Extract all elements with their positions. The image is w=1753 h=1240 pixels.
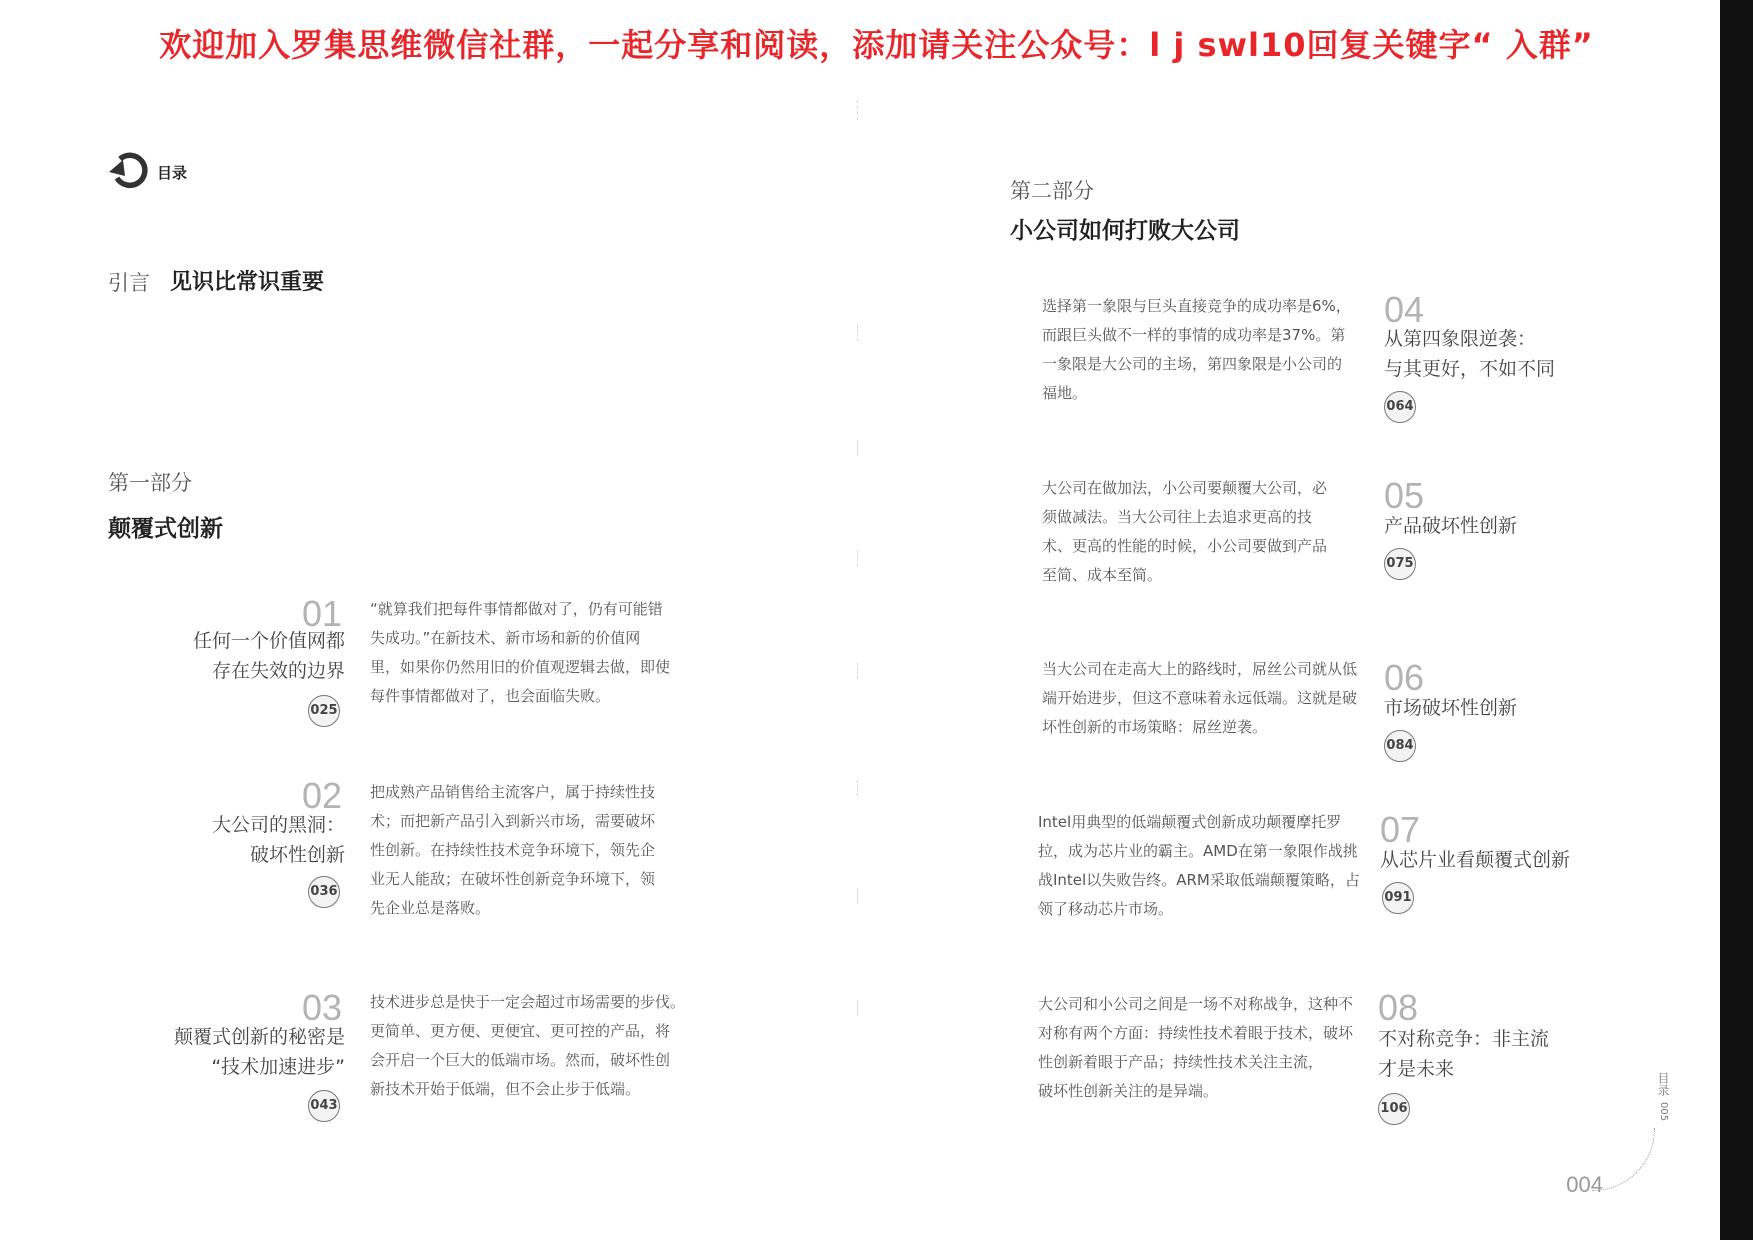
chapter-page-badge[interactable]: 075 bbox=[1384, 548, 1416, 580]
gutter-mark bbox=[857, 1000, 858, 1016]
description-line: 技术进步总是快于一定会超过市场需要的步伐。 bbox=[370, 993, 686, 1011]
description-line: 领了移动芯片市场。 bbox=[1038, 900, 1174, 918]
chapter-page-badge[interactable]: 043 bbox=[308, 1090, 340, 1122]
chapter-description bbox=[370, 595, 700, 711]
refresh-arrow-icon bbox=[108, 150, 150, 192]
description-line: 每件事情都做对了，也会面临失败。 bbox=[370, 687, 611, 705]
part2-label: 第二部分 bbox=[1010, 179, 1094, 203]
chapter-description bbox=[370, 988, 700, 1104]
description-line: 性创新着眼于产品；持续性技术关注主流， bbox=[1038, 1053, 1324, 1071]
chapter-number: 04 bbox=[1384, 289, 1425, 330]
part2-title: 小公司如何打败大公司 bbox=[1010, 218, 1240, 244]
intro-title: 见识比常识重要 bbox=[170, 270, 325, 295]
description-line: 先企业总是落败。 bbox=[370, 899, 491, 917]
gutter-mark bbox=[857, 550, 858, 566]
gutter-mark bbox=[857, 325, 858, 341]
side-running-head bbox=[1653, 1072, 1673, 1121]
chapter-title-line: 与其更好，不如不同 bbox=[1384, 358, 1556, 380]
description-line: 会开启一个巨大的低端市场。然而，破坏性创 bbox=[370, 1051, 671, 1069]
chapter-number: 03 bbox=[301, 987, 342, 1028]
chapter-title bbox=[1380, 845, 1580, 875]
gutter-mark bbox=[857, 663, 858, 679]
chapter-title-line: 不对称竞争：非主流 bbox=[1378, 1028, 1550, 1050]
chapter-title-line: “技术加速进步” bbox=[211, 1056, 345, 1078]
chapter-title bbox=[1384, 324, 1584, 384]
chapter-title-line: 从第四象限逆袭： bbox=[1384, 328, 1537, 350]
description-line: 当大公司在走高大上的路线时，屌丝公司就从低 bbox=[1042, 660, 1358, 678]
description-line: 新技术开始于低端，但不会止步于低端。 bbox=[370, 1080, 641, 1098]
chapter-number: 07 bbox=[1380, 809, 1421, 850]
chapter-number: 06 bbox=[1384, 657, 1425, 698]
page-number: 004 bbox=[1566, 1172, 1603, 1197]
chapter-page-badge[interactable]: 091 bbox=[1382, 882, 1414, 914]
side-page-number: 005 bbox=[1658, 1102, 1669, 1122]
description-line: 对称有两个方面：持续性技术着眼于技术，破坏 bbox=[1038, 1024, 1354, 1042]
chapter-title-line: 破坏性创新 bbox=[249, 844, 345, 866]
scanner-edge bbox=[1720, 0, 1753, 1240]
description-line: 坏性创新的市场策略：屌丝逆袭。 bbox=[1042, 718, 1268, 736]
gutter-mark bbox=[857, 888, 858, 904]
description-line: 须做减法。当大公司往上去追求更高的技 bbox=[1042, 508, 1313, 526]
description-line: 大公司在做加法，小公司要颠覆大公司，必 bbox=[1042, 479, 1328, 497]
part1-title: 颠覆式创新 bbox=[108, 516, 223, 542]
chapter-title bbox=[1384, 693, 1584, 723]
toc-title: 目录 bbox=[157, 164, 188, 182]
chapter-number: 05 bbox=[1384, 475, 1425, 516]
chapter-title-line: 存在失效的边界 bbox=[211, 660, 345, 682]
description-line: 里，如果你仍然用旧的价值观逻辑去做，即使 bbox=[370, 658, 671, 676]
chapter-description bbox=[370, 778, 700, 923]
description-line: 一象限是大公司的主场，第四象限是小公司的 bbox=[1042, 355, 1343, 373]
description-line: 把成熟产品销售给主流客户，属于持续性技 bbox=[370, 783, 656, 801]
chapter-page-badge[interactable]: 106 bbox=[1378, 1093, 1410, 1125]
chapter-description bbox=[1042, 655, 1362, 742]
description-line: 更简单、更方便、更便宜、更可控的产品，将 bbox=[370, 1022, 671, 1040]
chapter-title-line: 市场破坏性创新 bbox=[1384, 697, 1518, 719]
chapter-title-line: 才是未来 bbox=[1378, 1058, 1455, 1080]
description-line: 战Intel以失败告终。ARM采取低端颠覆策略，占 bbox=[1038, 871, 1360, 889]
gutter-mark bbox=[857, 100, 858, 120]
chapter-number: 02 bbox=[301, 775, 342, 816]
chapter-page-badge[interactable]: 025 bbox=[308, 695, 340, 727]
chapter-number: 01 bbox=[301, 593, 342, 634]
side-section-text: 目录 bbox=[1656, 1072, 1670, 1096]
description-line: 大公司和小公司之间是一场不对称战争，这种不 bbox=[1038, 995, 1354, 1013]
gutter-mark bbox=[857, 440, 858, 456]
intro-label: 引言 bbox=[108, 271, 150, 295]
chapter-title-line: 产品破坏性创新 bbox=[1384, 515, 1518, 537]
description-line: 术；而把新产品引入到新兴市场，需要破坏 bbox=[370, 812, 656, 830]
description-line: 拉，成为芯片业的霸主。AMD在第一象限作战挑 bbox=[1038, 842, 1358, 860]
description-line: 性创新。在持续性技术竞争环境下，领先企 bbox=[370, 841, 656, 859]
chapter-description bbox=[1042, 292, 1362, 408]
chapter-title-line: 任何一个价值网都 bbox=[192, 630, 345, 652]
chapter-title bbox=[1384, 511, 1584, 541]
chapter-title-line: 颠覆式创新的秘密是 bbox=[173, 1026, 345, 1048]
chapter-page-badge[interactable]: 036 bbox=[308, 876, 340, 908]
chapter-description bbox=[1038, 808, 1368, 924]
chapter-title-line: 大公司的黑洞： bbox=[211, 814, 345, 836]
description-line: 失成功。”在新技术、新市场和新的价值网 bbox=[370, 629, 641, 647]
description-line: 破坏性创新关注的是异端。 bbox=[1038, 1082, 1219, 1100]
chapter-description bbox=[1042, 474, 1362, 590]
chapter-number: 08 bbox=[1378, 987, 1419, 1028]
description-line: 而跟巨头做不一样的事情的成功率是37%。第 bbox=[1042, 326, 1346, 344]
chapter-description bbox=[1038, 990, 1368, 1106]
chapter-title bbox=[150, 1022, 345, 1082]
description-line: 至简、成本至简。 bbox=[1042, 566, 1163, 584]
description-line: 福地。 bbox=[1042, 384, 1088, 402]
description-line: 选择第一象限与巨头直接竞争的成功率是6%， bbox=[1042, 297, 1351, 315]
description-line: Intel用典型的低端颠覆式创新成功颠覆摩托罗 bbox=[1038, 813, 1342, 831]
promo-banner: 欢迎加入罗集思维微信社群，一起分享和阅读，添加请关注公众号：l j swl10回复关键字“ 入群” bbox=[159, 26, 1594, 64]
chapter-title-line: 从芯片业看颠覆式创新 bbox=[1380, 849, 1571, 871]
description-line: 术、更高的性能的时候，小公司要做到产品 bbox=[1042, 537, 1328, 555]
description-line: “就算我们把每件事情都做对了，仍有可能错 bbox=[370, 600, 663, 618]
chapter-title bbox=[1378, 1024, 1578, 1084]
description-line: 端开始进步，但这不意味着永远低端。这就是破 bbox=[1042, 689, 1358, 707]
chapter-page-badge[interactable]: 064 bbox=[1384, 391, 1416, 423]
chapter-title bbox=[160, 810, 345, 870]
description-line: 业无人能敌；在破坏性创新竞争环境下，领 bbox=[370, 870, 656, 888]
chapter-title bbox=[160, 626, 345, 686]
chapter-page-badge[interactable]: 084 bbox=[1384, 730, 1416, 762]
gutter-mark bbox=[857, 780, 858, 796]
part1-label: 第一部分 bbox=[108, 471, 192, 495]
